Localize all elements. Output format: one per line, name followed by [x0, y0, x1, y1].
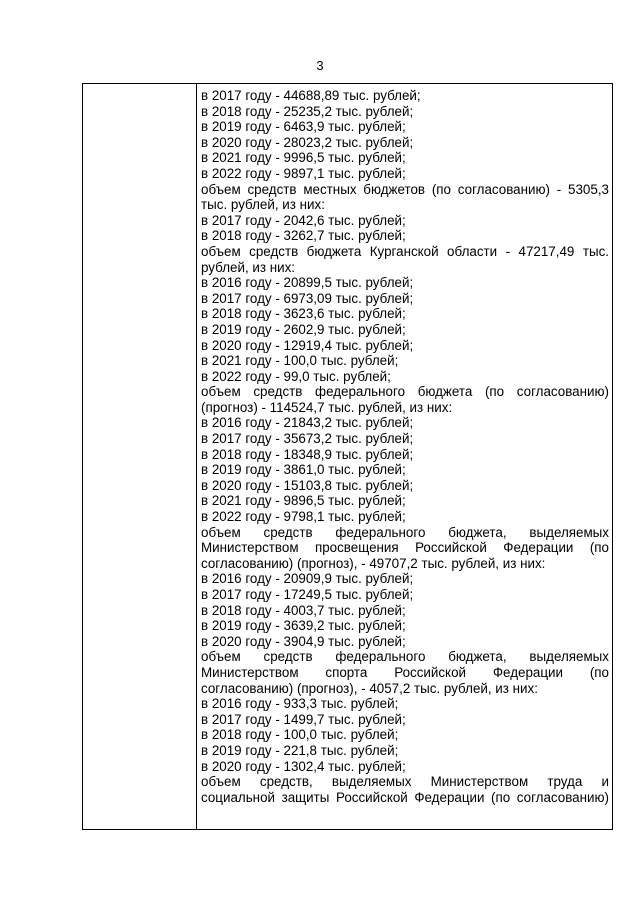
text-line: в 2017 году - 2042,6 тыс. рублей; [201, 212, 406, 228]
text-line: в 2019 году - 6463,9 тыс. рублей; [201, 119, 406, 135]
text-line: Министерством спорта Российской Федерации (по [201, 664, 609, 680]
text-line: Министерством просвещения Российской Федерации (по [201, 540, 609, 556]
text-line: объем средств местных бюджетов (по согласованию) - 5305,3 [201, 181, 609, 197]
text-line: в 2022 году - 9798,1 тыс. рублей; [201, 509, 406, 525]
text-line: в 2020 году - 12919,4 тыс. рублей; [201, 337, 414, 353]
text-line: в 2017 году - 1499,7 тыс. рублей; [201, 711, 406, 727]
text-line: в 2022 году - 9897,1 тыс. рублей; [201, 165, 406, 181]
table-left-cell [83, 84, 197, 829]
text-line: в 2021 году - 9996,5 тыс. рублей; [201, 150, 406, 166]
text-line: объем средств бюджета Курганской области - 47217,49 тыс. [201, 243, 609, 259]
text-line: в 2018 году - 3262,7 тыс. рублей; [201, 228, 406, 244]
text-line: объем средств федерального бюджета, выделяемых [201, 524, 609, 540]
text-line: объем средств, выделяемых Министерством труда и [201, 774, 609, 790]
text-line: в 2019 году - 3639,2 тыс. рублей; [201, 618, 406, 634]
text-line: (прогноз) - 114524,7 тыс. рублей, из них: [201, 399, 453, 415]
text-line: объем средств федерального бюджета (по согласованию) [201, 384, 609, 400]
text-line: в 2016 году - 21843,2 тыс. рублей; [201, 415, 414, 431]
text-line: в 2020 году - 1302,4 тыс. рублей; [201, 758, 406, 774]
text-line: согласованию) (прогноз), - 49707,2 тыс. рублей, из них: [201, 555, 546, 571]
text-line: в 2016 году - 20899,5 тыс. рублей; [201, 275, 414, 291]
funding-table [82, 83, 613, 830]
text-line: в 2019 году - 2602,9 тыс. рублей; [201, 321, 406, 337]
text-line: в 2019 году - 221,8 тыс. рублей; [201, 742, 399, 758]
text-line: в 2016 году - 20909,9 тыс. рублей; [201, 571, 414, 587]
text-line: в 2019 году - 3861,0 тыс. рублей; [201, 462, 406, 478]
text-line: в 2021 году - 100,0 тыс. рублей; [201, 353, 399, 369]
text-line: в 2018 году - 4003,7 тыс. рублей; [201, 602, 406, 618]
text-line: объем средств федерального бюджета, выделяемых [201, 649, 609, 665]
text-line: согласованию) (прогноз), - 4057,2 тыс. рублей, из них: [201, 680, 538, 696]
text-line: в 2018 году - 25235,2 тыс. рублей; [201, 103, 414, 119]
funding-text-cell [201, 88, 609, 805]
text-line: в 2020 году - 15103,8 тыс. рублей; [201, 477, 414, 493]
text-line: в 2021 году - 9896,5 тыс. рублей; [201, 493, 406, 509]
text-line: в 2017 году - 17249,5 тыс. рублей; [201, 587, 414, 602]
text-line: в 2017 году - 35673,2 тыс. рублей; [201, 431, 414, 447]
text-line: в 2017 году - 44688,89 тыс. рублей; [201, 88, 421, 103]
text-line: в 2017 году - 6973,09 тыс. рублей; [201, 290, 414, 306]
text-line: в 2018 году - 3623,6 тыс. рублей; [201, 306, 406, 322]
text-line: в 2020 году - 28023,2 тыс. рублей; [201, 134, 414, 150]
text-line: рублей, из них: [201, 259, 296, 275]
text-line: в 2016 году - 933,3 тыс. рублей; [201, 696, 399, 712]
text-line: в 2018 году - 100,0 тыс. рублей; [201, 727, 399, 743]
text-line: в 2020 году - 3904,9 тыс. рублей; [201, 633, 406, 649]
text-line: тыс. рублей, из них: [201, 197, 325, 213]
text-line: социальной защиты Российской Федерации (по согласованию) [201, 789, 609, 805]
text-line: в 2022 году - 99,0 тыс. рублей; [201, 368, 391, 384]
text-line: в 2018 году - 18348,9 тыс. рублей; [201, 446, 414, 462]
page-number: 3 [316, 58, 324, 73]
